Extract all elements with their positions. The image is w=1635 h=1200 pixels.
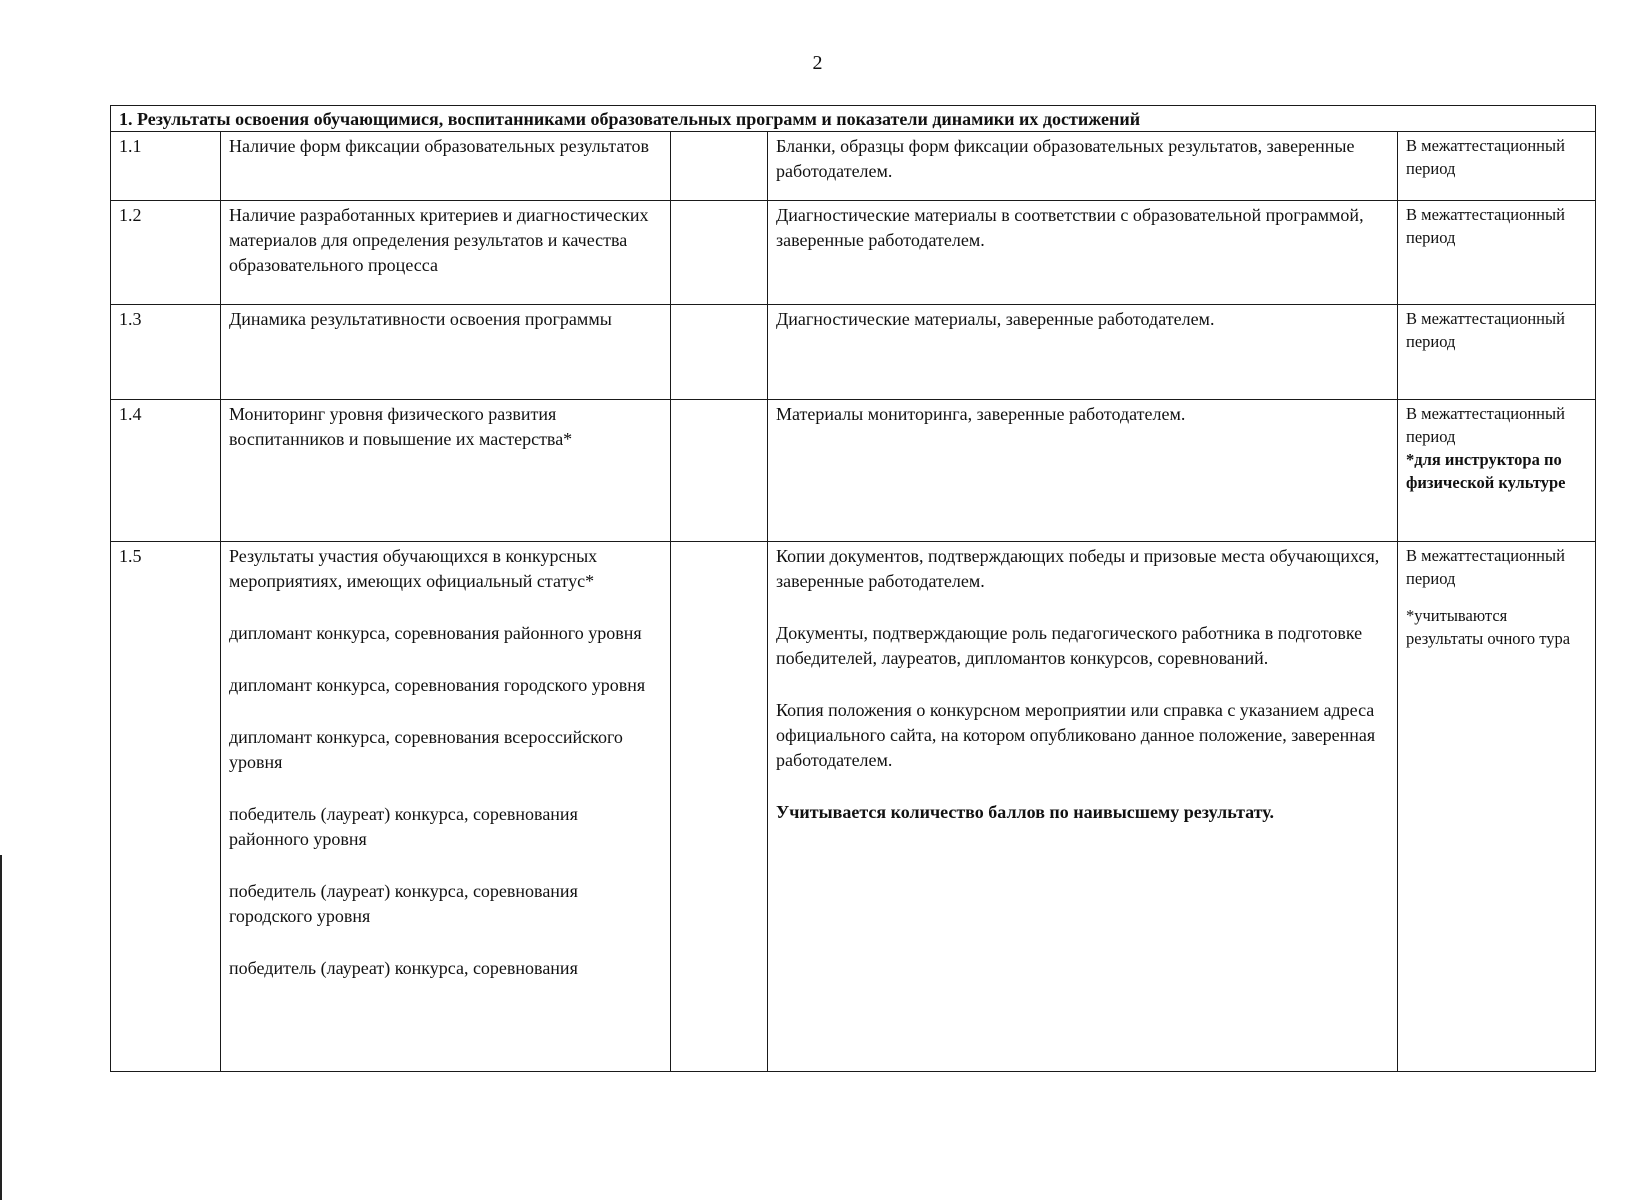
period-text: В межаттестационный период [1406, 404, 1565, 446]
section-header-row [111, 106, 1596, 132]
period-cell [1398, 400, 1596, 542]
criterion-cell: Мониторинг уровня физического развития воспитанников и повышение их мастерства* [221, 400, 671, 542]
subitem: победитель (лауреат) конкурса, соревнования городского уровня [229, 881, 578, 926]
empty-cell [671, 400, 768, 542]
period-cell: В межаттестационный период [1398, 305, 1596, 400]
row-number: 1.2 [111, 201, 221, 305]
row-number: 1.4 [111, 400, 221, 542]
period-text: В межаттестационный период [1406, 546, 1565, 588]
documents-cell [768, 542, 1398, 1072]
table-row [111, 400, 1596, 542]
documents-paragraph: Копия положения о конкурсном мероприятии или справка с указанием адреса официального сайта, на котором опубликовано данное положение, заверенная работодателем. [776, 700, 1376, 770]
documents-paragraph: Копии документов, подтверждающих победы и призовые места обучающихся, заверенные работодателем. [776, 546, 1380, 591]
documents-cell: Диагностические материалы, заверенные работодателем. [768, 305, 1398, 400]
period-cell: В межаттестационный период [1398, 132, 1596, 201]
criterion-cell [221, 542, 671, 1072]
period-note: *для инструктора по физической культуре [1406, 450, 1566, 492]
period-cell: В межаттестационный период [1398, 201, 1596, 305]
table-row [111, 305, 1596, 400]
period-note: *учитываются результаты очного тура [1406, 606, 1571, 648]
documents-cell: Диагностические материалы в соответствии с образовательной программой, заверенные работодателем. [768, 201, 1398, 305]
empty-cell [671, 132, 768, 201]
empty-cell [671, 201, 768, 305]
table-row [111, 542, 1596, 1072]
page-number: 2 [812, 52, 823, 74]
criterion-cell: Динамика результативности освоения программы [221, 305, 671, 400]
row-number: 1.3 [111, 305, 221, 400]
row-number: 1.1 [111, 132, 221, 201]
table-row [111, 201, 1596, 305]
section-title: 1. Результаты освоения обучающимися, воспитанниками образовательных программ и показатели динамики их достижений [111, 106, 1596, 132]
documents-note: Учитывается количество баллов по наивысшему результату. [776, 802, 1274, 822]
row-number: 1.5 [111, 542, 221, 1072]
documents-cell: Бланки, образцы форм фиксации образовательных результатов, заверенные работодателем. [768, 132, 1398, 201]
subitem: победитель (лауреат) конкурса, соревнования [229, 958, 578, 978]
scan-edge-line [0, 855, 2, 1200]
documents-paragraph: Документы, подтверждающие роль педагогического работника в подготовке победителей, лауреатов, дипломантов конкурсов, соревнований. [776, 623, 1363, 668]
empty-cell [671, 305, 768, 400]
table-row [111, 132, 1596, 201]
subitem: победитель (лауреат) конкурса, соревнования районного уровня [229, 804, 578, 849]
criterion-cell: Наличие форм фиксации образовательных результатов [221, 132, 671, 201]
subitem: дипломант конкурса, соревнования районного уровня [229, 623, 642, 643]
criteria-table [110, 105, 1596, 1072]
period-cell [1398, 542, 1596, 1072]
subitem: дипломант конкурса, соревнования всероссийского уровня [229, 727, 623, 772]
criterion-cell: Наличие разработанных критериев и диагностических материалов для определения результатов и качества образовательного процесса [221, 201, 671, 305]
empty-cell [671, 542, 768, 1072]
subitem: дипломант конкурса, соревнования городского уровня [229, 675, 646, 695]
criterion-text: Результаты участия обучающихся в конкурсных мероприятиях, имеющих официальный статус* [229, 546, 598, 591]
documents-cell: Материалы мониторинга, заверенные работодателем. [768, 400, 1398, 542]
